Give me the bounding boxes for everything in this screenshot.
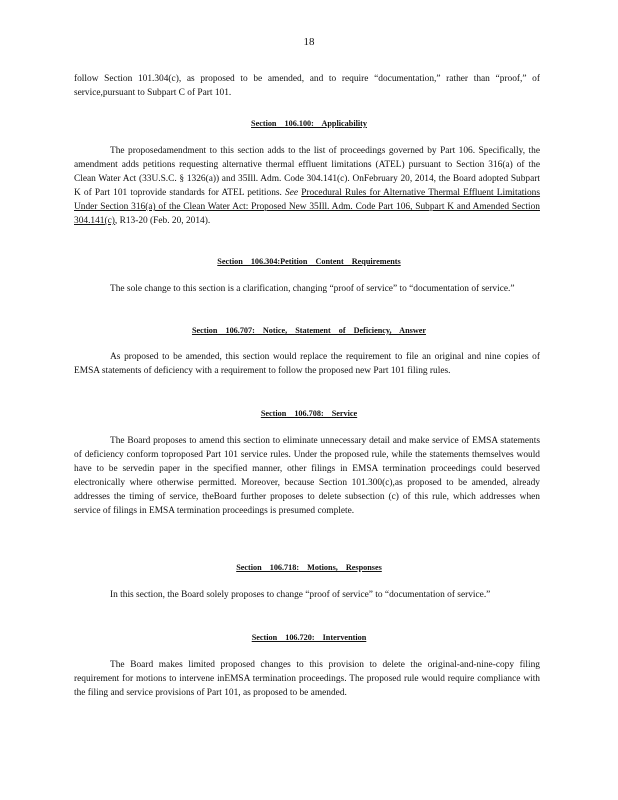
section-heading-106-708: Section 106.708: Service <box>260 409 358 418</box>
paragraph-text: follow Section 101.304(c), as proposed to be amended, and to require “documentation,” rather than “proof,” of service,pursuant to Subpart C of Part 101. <box>74 74 540 98</box>
paragraph-notice-deficiency <box>74 350 540 378</box>
paragraph-text: The sole change to this section is a clarification, changing “proof of service” to “documentation of service.” <box>110 284 515 294</box>
section-heading-106-100: Section 106.100: Applicability <box>251 119 367 128</box>
case-citation: Procedural Rules for Alternative Thermal Effluent Limitations Under Section 316(a) of the Clean Water Act: Proposed New 35Ill. Adm. Code Part 106, Subpart K and Amended Section 304.141(c) <box>74 188 541 226</box>
section-heading-106-707: Section 106.707: Notice, Statement of Deficiency, Answer <box>191 326 427 335</box>
section-heading-106-718: Section 106.718: Motions, Responses <box>236 563 382 572</box>
page-number: 18 <box>303 36 315 48</box>
paragraph-service <box>74 434 540 518</box>
citation-tail: , R13-20 (Feb. 20, 2014). <box>114 216 211 226</box>
paragraph-motions-responses <box>74 588 540 602</box>
paragraph-text: In this section, the Board solely proposes to change “proof of service” to “documentation of service.” <box>110 590 491 600</box>
section-heading-106-304: Section 106.304:Petition Content Requirements <box>217 257 401 266</box>
paragraph-petition-content <box>74 282 540 296</box>
paragraph-applicability <box>74 144 540 228</box>
paragraph-text: As proposed to be amended, this section would replace the requirement to file an original and nine copies of EMSA statements of deficiency with a requirement to follow the proposed new Part 101 filing rules. <box>74 352 540 376</box>
see-signal: See <box>285 188 299 198</box>
paragraph-text: The Board proposes to amend this section to eliminate unnecessary detail and make service of EMSA statements of deficiency conform toproposed Part 101 service rules. Under the proposed rule, while the statements themselves would have to be servedin paper in the specified manner, other filings in EMSA termination proceedings could beserved electronically where otherwise permitted. Moreover, because Section 101.300(c),as proposed to be amended, already addresses the timing of service, theBoard further proposes to delete subsection (c) of this rule, which addresses when service of filings in EMSA termination proceedings is presumed complete. <box>74 436 540 516</box>
paragraph-intervention <box>74 658 540 700</box>
section-heading-106-720: Section 106.720: Intervention <box>251 633 367 642</box>
continuation-paragraph <box>74 72 540 100</box>
paragraph-text: The proposedamendment to this section adds to the list of proceedings governed by Part 106. Specifically, the amendment adds petitions requesting alternative thermal effluent limitations (ATEL) pursuant to Section 316(a) of the Clean Water Act (33U.S.C. § 1326(a)) and 35Ill. Adm. Code 304.141(c). OnFebruary 20, 2014, the Board adopted Subpart K of Part 101 toprovide standards for ATEL petitions. <box>74 146 540 198</box>
paragraph-text: The Board makes limited proposed changes to this provision to delete the original-and-nine-copy filing requirement for motions to intervene inEMSA termination proceedings. The proposed rule would require compliance with the filing and service provisions of Part 101, as proposed to be amended. <box>74 660 540 698</box>
